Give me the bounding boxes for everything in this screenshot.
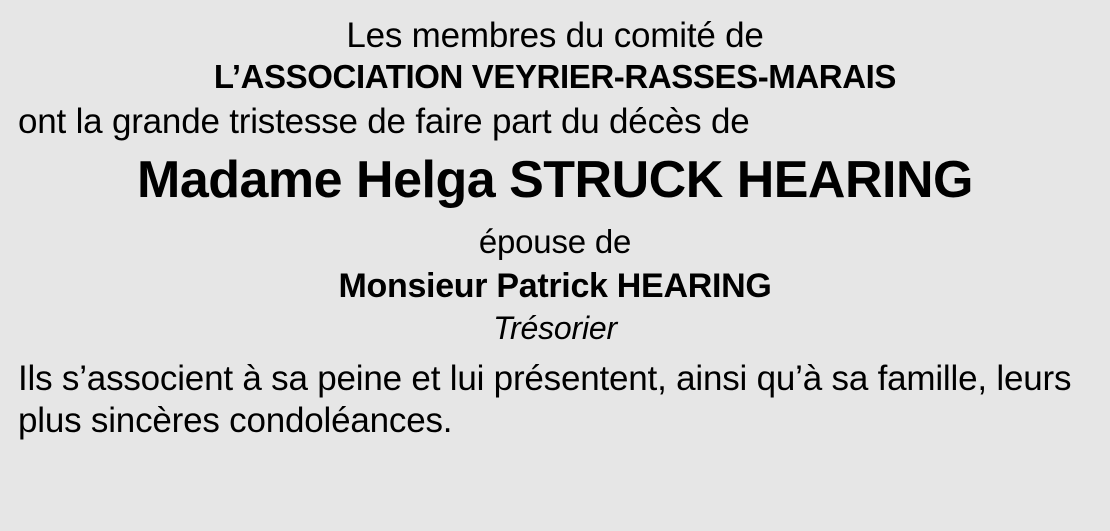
spouse-name: Monsieur Patrick HEARING (338, 266, 772, 305)
sadness-line: ont la grande tristesse de faire part du décès de (18, 102, 750, 142)
role-label: Trésorier (493, 309, 617, 346)
committee-line: Les membres du comité de (346, 16, 764, 55)
condolences-text: Ils s’associent à sa peine et lui présentent, ainsi qu’à sa famille, leurs plus sincères condoléances. (18, 359, 1072, 440)
association-name: L’ASSOCIATION VEYRIER-RASSES-MARAIS (213, 58, 897, 96)
deceased-name: Madame Helga STRUCK HEARING (137, 151, 973, 210)
spouse-of-label: épouse de (478, 222, 632, 260)
